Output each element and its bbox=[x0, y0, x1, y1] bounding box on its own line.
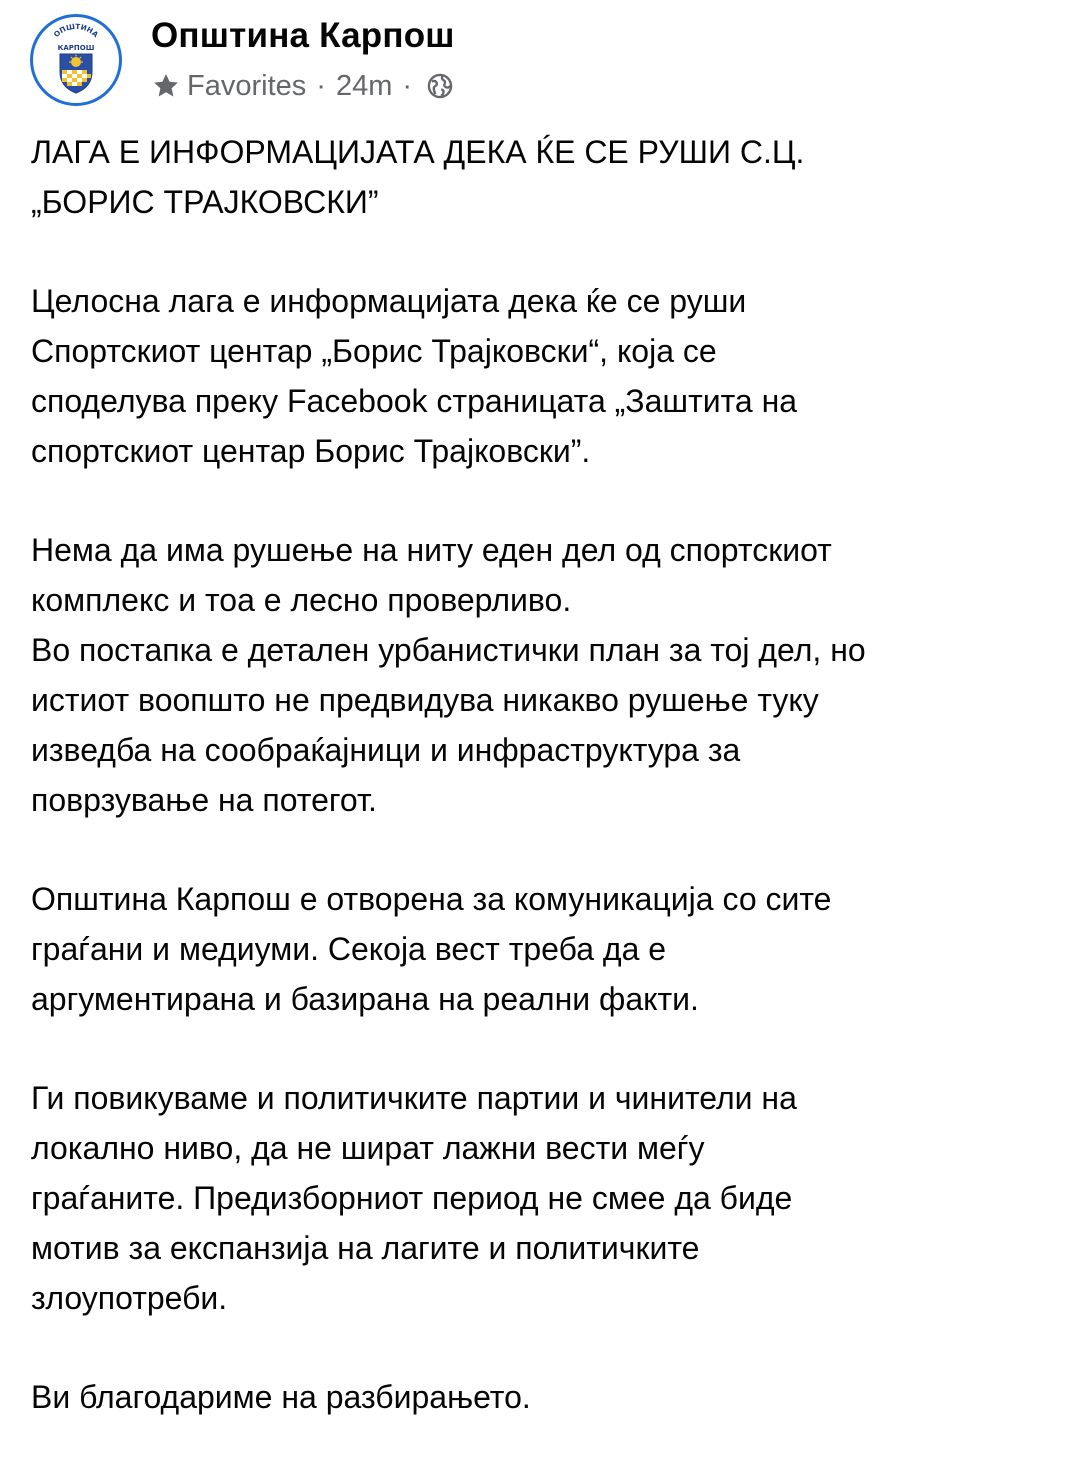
globe-icon[interactable] bbox=[426, 72, 454, 100]
post-paragraph: Општина Карпош е отворена за комуникација со сите граѓани и медиуми. Секоја вест треба да е аргументирана и базирана на реални факти. bbox=[31, 881, 832, 1017]
meta-separator: · bbox=[402, 69, 413, 102]
post-meta bbox=[151, 68, 454, 104]
post-paragraph: Целосна лага е информацијата дека ќе се руши Спортскиот центар „Борис Трајковски“, која се споделува преку Facebook страницата „Заштита на спортскиот центар Борис Трајковски”. bbox=[31, 283, 798, 469]
avatar[interactable] bbox=[30, 14, 122, 106]
post-timestamp[interactable]: 24m bbox=[335, 69, 393, 102]
favorites-label[interactable]: Favorites bbox=[187, 69, 307, 102]
page-name[interactable]: Општина Карпош bbox=[151, 16, 455, 55]
star-icon bbox=[151, 71, 181, 101]
avatar-label-bottom: КАРПОШ bbox=[57, 44, 95, 52]
post-body bbox=[31, 127, 1056, 1471]
post-header bbox=[30, 14, 1030, 106]
post-headline: ЛАГА Е ИНФОРМАЦИЈАТА ДЕКА ЌЕ СЕ РУШИ С.Ц. „БОРИС ТРАЈКОВСКИ” bbox=[31, 134, 805, 220]
post-closing: Ви благодариме на разбирањето. bbox=[31, 1379, 531, 1415]
svg-text:ОПШТИНА bbox=[52, 22, 101, 40]
post-paragraph: Нема да има рушење на ниту еден дел од спортскиот комплекс и тоа е лесно проверливо. bbox=[31, 532, 832, 618]
avatar-label-top: ОПШТИНА bbox=[51, 21, 101, 40]
municipality-crest-icon bbox=[33, 17, 119, 103]
meta-separator: · bbox=[316, 69, 326, 102]
post-paragraph: Ги повикуваме и политичките партии и чинители на локално ниво, да не шират лажни вести меѓу граѓаните. Предизборниот период не смее да биде мотив за експанзија на лагите и политичките злоупотреби. bbox=[31, 1080, 797, 1316]
post-paragraph: Во постапка е детален урбанистички план за тој дел, но истиот воопшто не предвидува никакво рушење туку изведба на сообраќајници и инфраструктура за поврзување на потегот. bbox=[31, 632, 866, 818]
